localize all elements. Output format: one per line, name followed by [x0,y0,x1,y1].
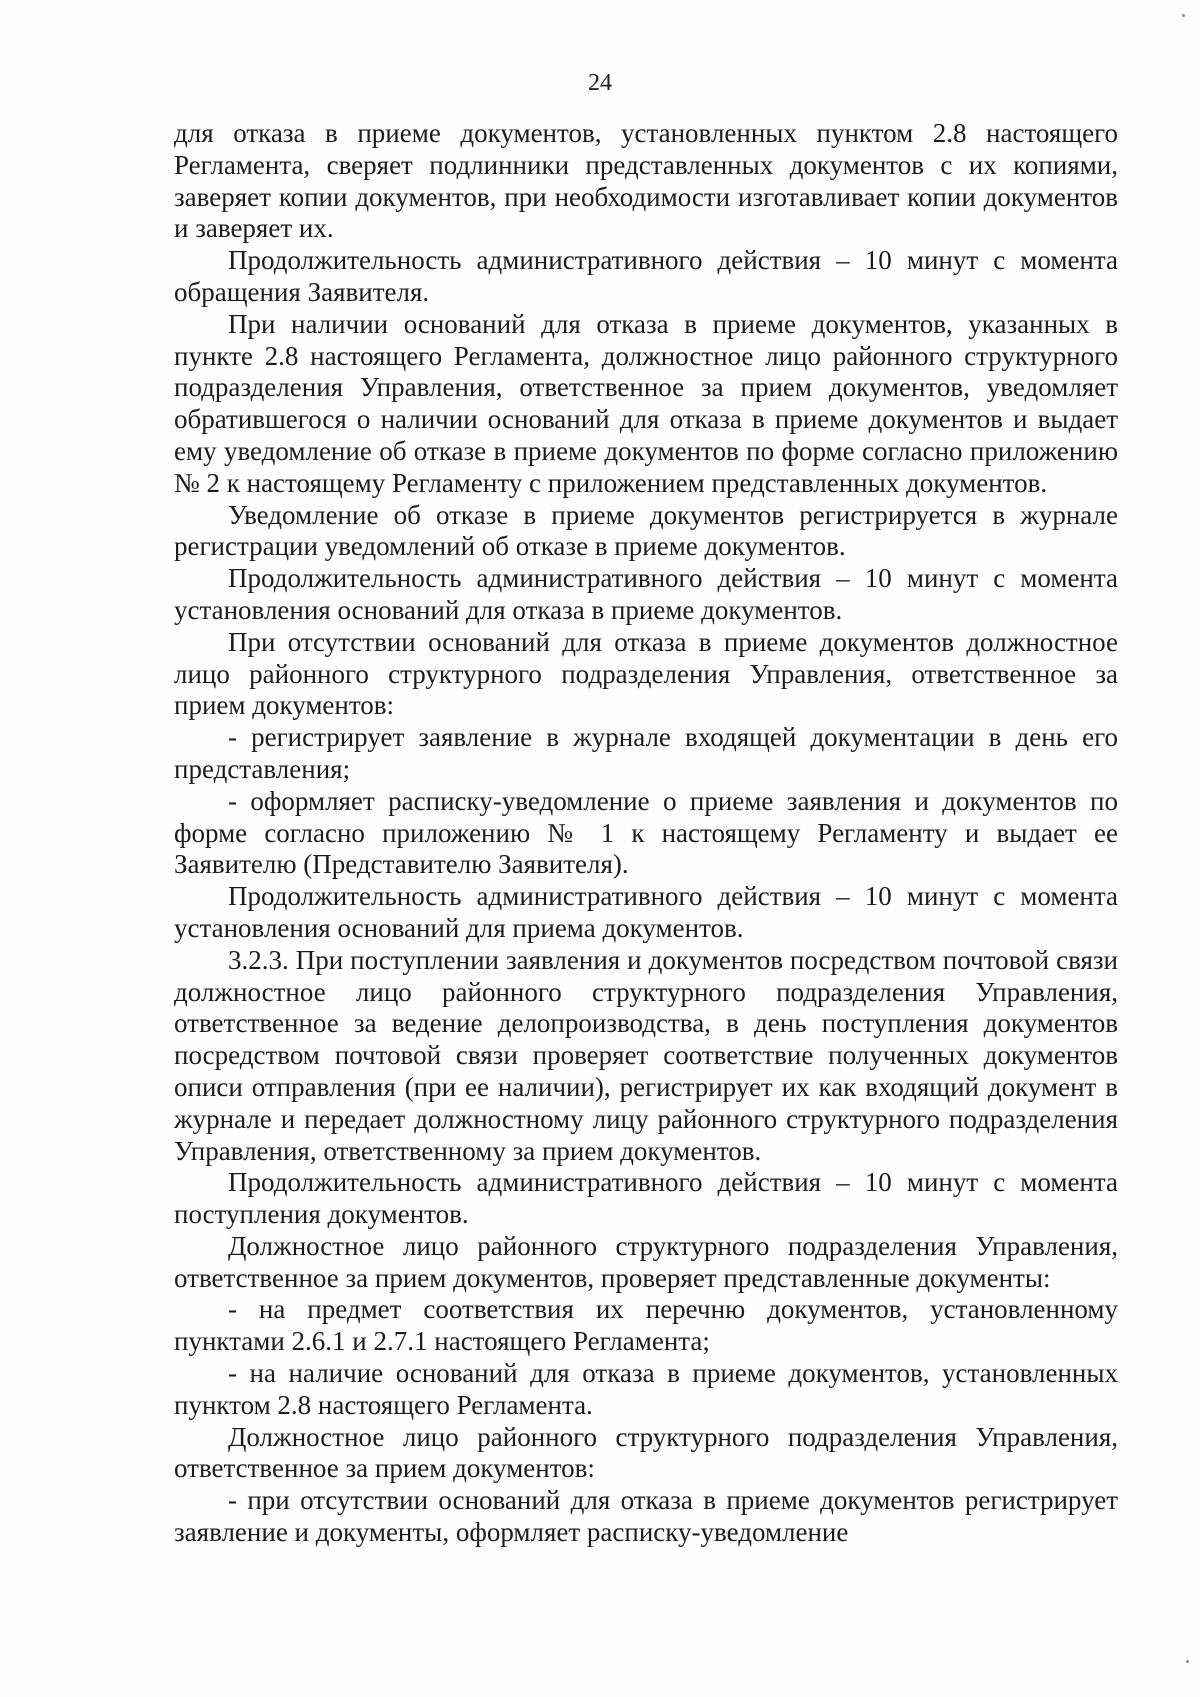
paragraph: Уведомление об отказе в приеме документов регистрируется в журнале регистрации уведомлений об отказе в приеме документов. [174,499,1118,562]
list-item: - оформляет расписку-уведомление о приеме заявления и документов по форме согласно приложению № 1 к настоящему Регламенту и выдает ее Заявителю (Представителю Заявителя). [174,785,1118,880]
paragraph: Должностное лицо районного структурного подразделения Управления, ответственное за прием документов: [174,1421,1118,1484]
paragraph: Продолжительность административного действия – 10 минут с момента поступления документов. [174,1167,1118,1230]
list-item: - при отсутствии оснований для отказа в приеме документов регистрирует заявление и документы, оформляет расписку-уведомление [174,1485,1118,1548]
list-item: - регистрирует заявление в журнале входящей документации в день его представления; [174,722,1118,784]
list-item: - на наличие оснований для отказа в приеме документов, установленных пунктом 2.8 настоящего Регламента. [174,1358,1118,1420]
list-item: - на предмет соответствия их перечню документов, установленному пунктами 2.6.1 и 2.7.1 настоящего Регламента; [174,1294,1118,1357]
paragraph: При отсутствии оснований для отказа в приеме документов должностное лицо районного структурного подразделения Управления, ответственное за прием документов: [174,626,1118,721]
scan-speck [1186,1660,1189,1663]
paragraph: для отказа в приеме документов, установленных пунктом 2.8 настоящего Регламента, сверяет подлинники представленных документов с их копиями, заверяет копии документов, при необходимости изготавливает копии документов и заверяет их. [174,118,1118,244]
scan-speck [1182,14,1185,17]
document-body [174,118,1118,1549]
paragraph: При наличии оснований для отказа в приеме документов, указанных в пункте 2.8 настоящего Регламента, должностное лицо районного структурного подразделения Управления, ответственное за прием документов, уведомляет обратившегося о наличии оснований для отказа в приеме документов и выдает ему уведомление об отказе в приеме документов по форме согласно приложению № 2 к настоящему Регламенту с приложением представленных документов. [174,308,1118,498]
page-number: 24 [588,70,612,96]
paragraph: Продолжительность административного действия – 10 минут с момента обращения Заявителя. [174,245,1118,307]
section-paragraph: 3.2.3. При поступлении заявления и документов посредством почтовой связи должностное лицо районного структурного подразделения Управления, ответственное за ведение делопроизводства, в день поступления документов посредством почтовой связи проверяет соответствие полученных документов описи отправления (при ее наличии), регистрирует их как входящий документ в журнале и передает должностному лицу районного структурного подразделения Управления, ответственному за прием документов. [174,944,1118,1166]
paragraph: Должностное лицо районного структурного подразделения Управления, ответственное за прием документов, проверяет представленные документы: [174,1230,1118,1293]
paragraph: Продолжительность административного действия – 10 минут с момента установления оснований для приема документов. [174,881,1118,943]
paragraph: Продолжительность административного действия – 10 минут с момента установления оснований для отказа в приеме документов. [174,563,1118,625]
